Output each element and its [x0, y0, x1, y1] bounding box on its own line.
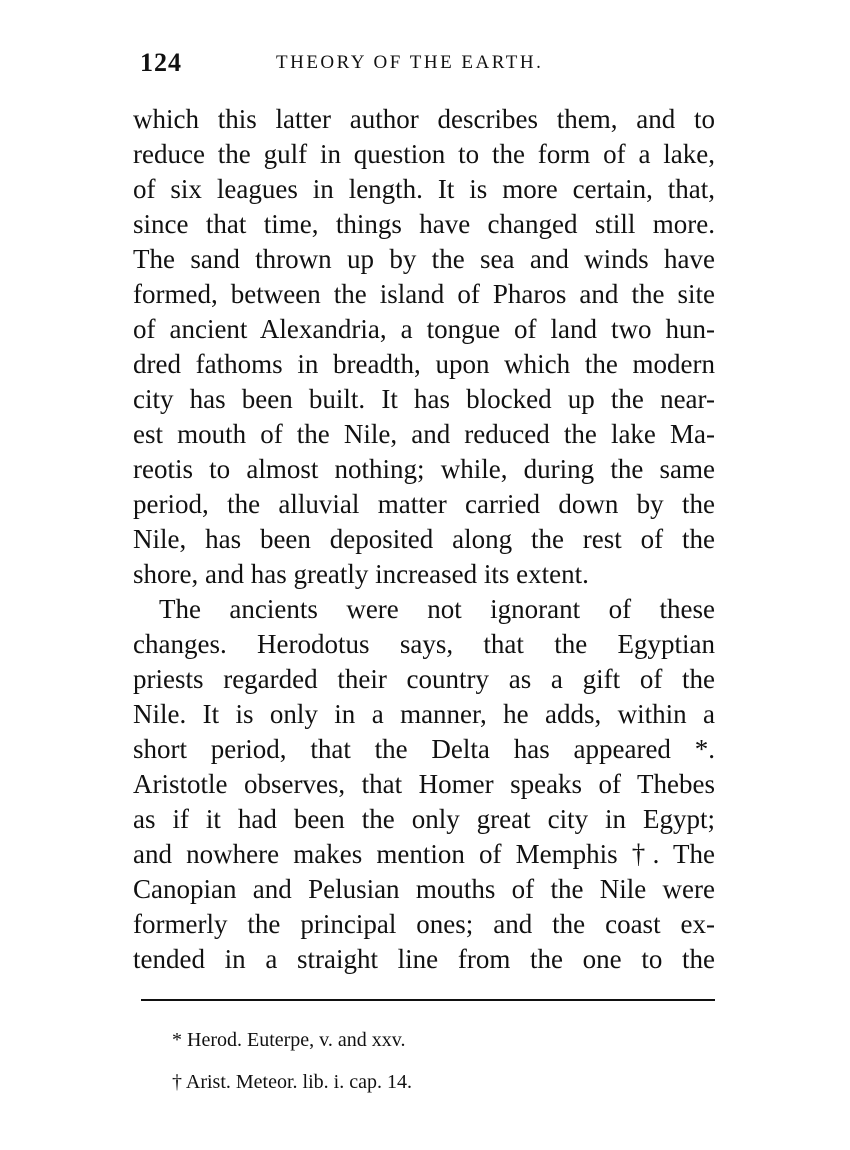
text-line: city has been built. It has blocked up the near- [133, 384, 715, 414]
text-line: The ancients were not ignorant of these [159, 594, 715, 624]
footnote: † Arist. Meteor. lib. i. cap. 14. [172, 1071, 412, 1093]
footnotes [172, 1022, 692, 1106]
text-line: of ancient Alexandria, a tongue of land two hun- [133, 314, 715, 344]
text-line: formerly the principal ones; and the coast ex- [133, 909, 715, 939]
text-line: est mouth of the Nile, and reduced the lake Ma- [133, 419, 715, 449]
text-line: period, the alluvial matter carried down by the [133, 489, 715, 519]
text-line: shore, and has greatly increased its extent. [133, 559, 589, 589]
text-line: Aristotle observes, that Homer speaks of Thebes [133, 769, 715, 799]
body-text [133, 102, 715, 977]
text-line: tended in a straight line from the one to the [133, 944, 715, 974]
text-line: and nowhere makes mention of Memphis †. The [133, 839, 715, 869]
text-line: changes. Herodotus says, that the Egyptian [133, 629, 715, 659]
text-line: Nile, has been deposited along the rest of the [133, 524, 715, 554]
text-line: Canopian and Pelusian mouths of the Nile were [133, 874, 715, 904]
text-line: reotis to almost nothing; while, during the same [133, 454, 715, 484]
footnote-divider [141, 999, 715, 1001]
text-line: priests regarded their country as a gift of the [133, 664, 715, 694]
text-line: as if it had been the only great city in Egypt; [133, 804, 715, 834]
text-line: dred fathoms in breadth, upon which the modern [133, 349, 715, 379]
text-line: which this latter author describes them, and to [133, 104, 715, 134]
footnote: * Herod. Euterpe, v. and xxv. [172, 1029, 406, 1051]
text-line: formed, between the island of Pharos and the site [133, 279, 715, 309]
page-number: 124 [140, 48, 182, 77]
text-line: Nile. It is only in a manner, he adds, within a [133, 699, 715, 729]
text-line: of six leagues in length. It is more certain, that, [133, 174, 715, 204]
text-line: short period, that the Delta has appeared *. [133, 734, 715, 764]
running-title: THEORY OF THE EARTH. [276, 52, 544, 73]
page-header [140, 48, 720, 78]
text-line: reduce the gulf in question to the form of a lake, [133, 139, 715, 169]
text-line: since that time, things have changed still more. [133, 209, 715, 239]
text-line: The sand thrown up by the sea and winds have [133, 244, 715, 274]
